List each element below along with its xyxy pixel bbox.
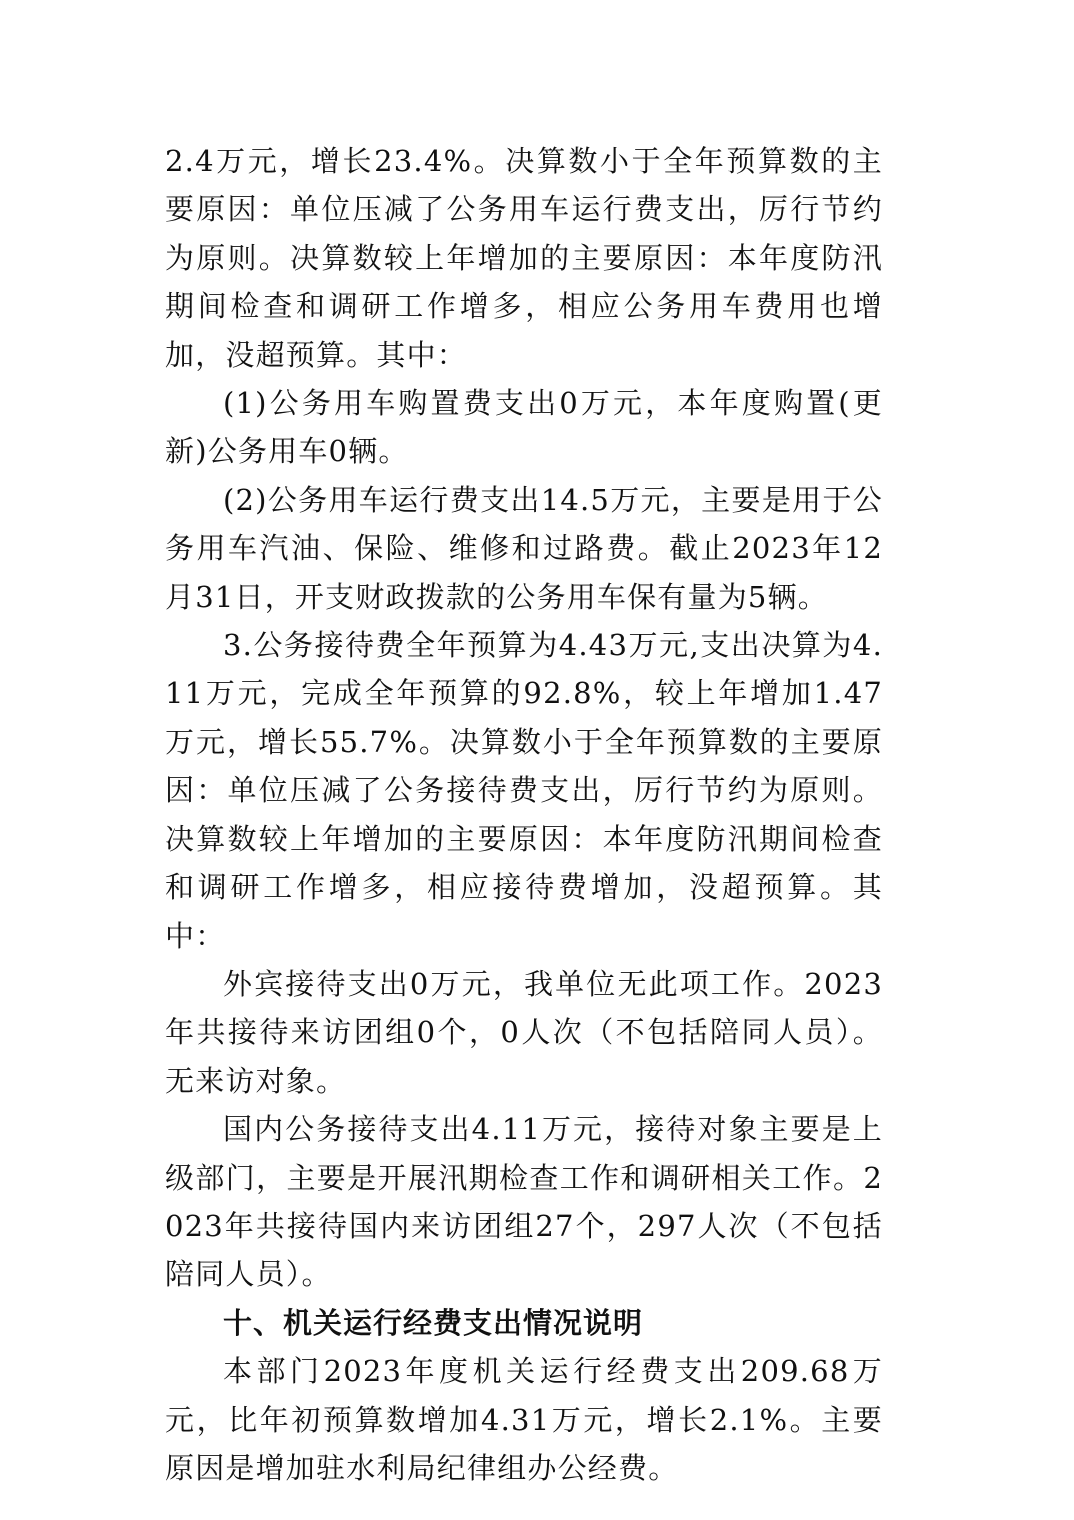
paragraph-vehicle-operation: (2)公务用车运行费支出14.5万元，主要是用于公务用车汽油、保险、维修和过路费。截止2023年12月31日，开支财政拨款的公务用车保有量为5辆。: [165, 482, 883, 614]
document-body: [165, 137, 883, 1492]
section-heading-operating-expenses: 十、机关运行经费支出情况说明: [223, 1305, 644, 1340]
paragraph-vehicle-purchase: (1)公务用车购置费支出0万元，本年度购置(更新)公务用车0辆。: [165, 386, 883, 469]
paragraph-domestic-reception: 国内公务接待支出4.11万元，接待对象主要是上级部门，主要是开展汛期检查工作和调研相关工作。2023年共接待国内来访团组27个，297人次（不包括陪同人员）。: [165, 1112, 883, 1292]
paragraph-operating-expenses: 本部门2023年度机关运行经费支出209.68万元，比年初预算数增加4.31万元，增长2.1%。主要原因是增加驻水利局纪律组办公经费。: [165, 1354, 883, 1485]
paragraph-vehicle-summary: 2.4万元，增长23.4%。决算数小于全年预算数的主要原因：单位压减了公务用车运行费支出，厉行节约为原则。决算数较上年增加的主要原因：本年度防汛期间检查和调研工作增多，相应公务用车费用也增加，没超预算。其中：: [165, 144, 883, 372]
paragraph-foreign-reception: 外宾接待支出0万元，我单位无此项工作。2023年共接待来访团组0个，0人次（不包括陪同人员）。无来访对象。: [165, 966, 883, 1098]
paragraph-reception-summary: 3.公务接待费全年预算为4.43万元,支出决算为4.11万元，完成全年预算的92.8%，较上年增加1.47万元，增长55.7%。决算数小于全年预算数的主要原因：单位压减了公务接待费支出，厉行节约为原则。决算数较上年增加的主要原因：本年度防汛期间检查和调研工作增多，相应接待费增加，没超预算。其中：: [165, 628, 883, 953]
